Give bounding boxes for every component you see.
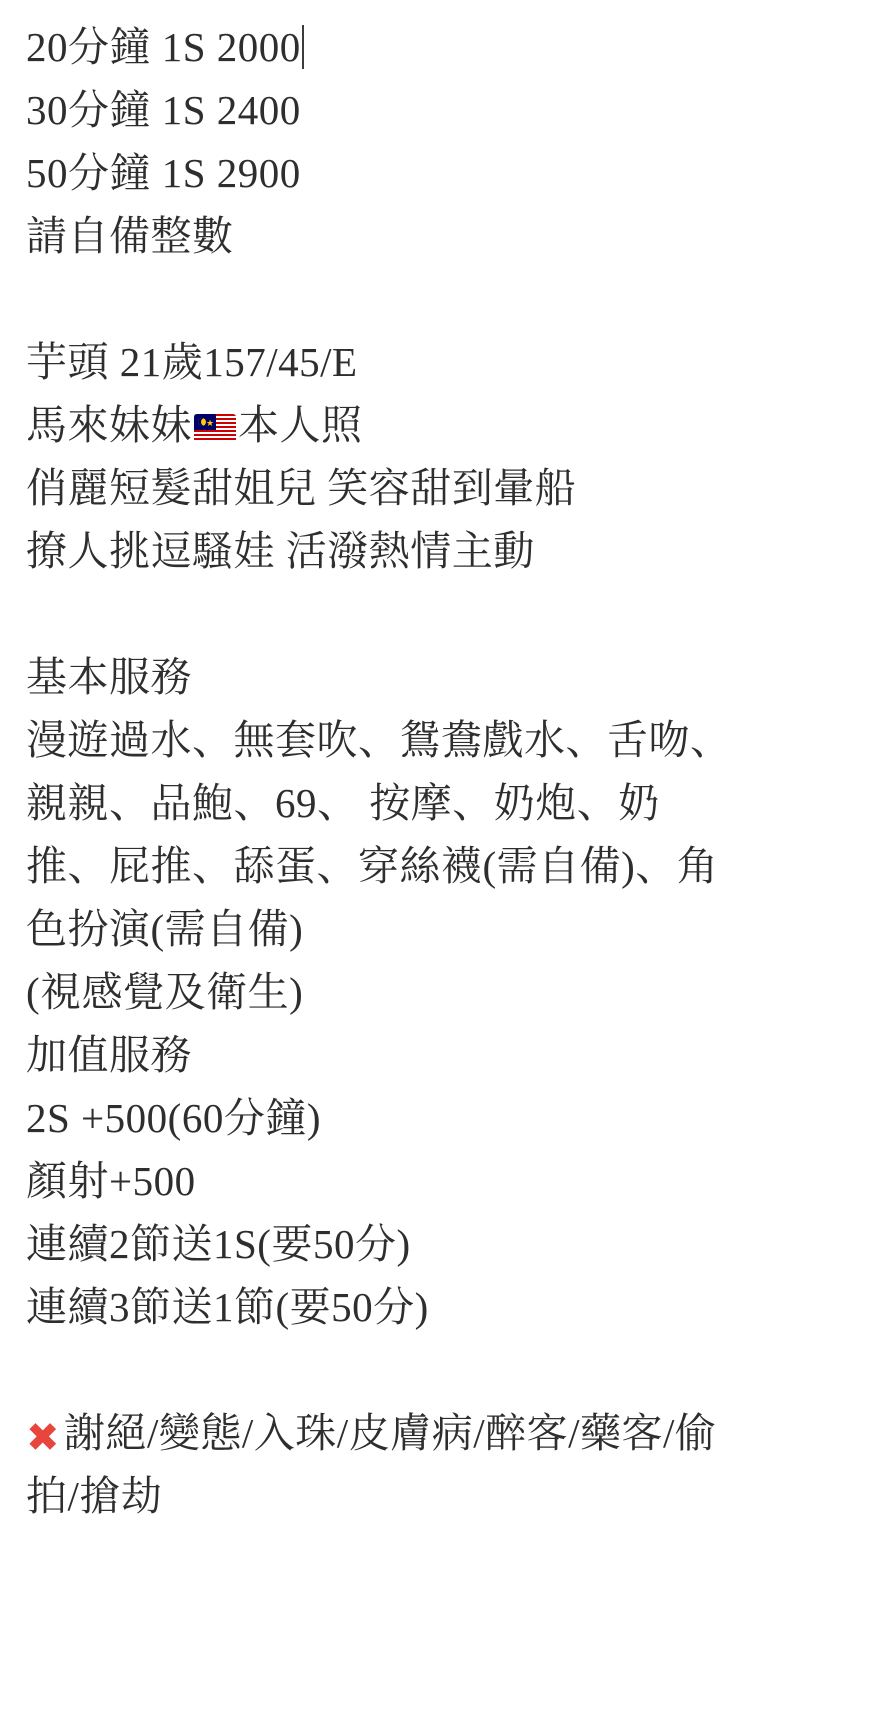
- profile-origin-suffix: 本人照: [238, 402, 363, 448]
- extra-service-line-2: 顏射+500: [26, 1158, 196, 1204]
- extra-service-line-1: 2S +500(60分鐘): [26, 1095, 321, 1141]
- price-line-20min: [26, 16, 854, 79]
- basic-service-note: (視感覺及衛生): [26, 969, 304, 1015]
- spacer-3: [26, 1339, 854, 1402]
- profile-desc-1: 俏麗短髮甜姐兒 笑容甜到暈船: [26, 465, 577, 511]
- basic-service-line-4: 色扮演(需自備): [26, 906, 304, 952]
- restrictions-text-1: 謝絕/變態/入珠/皮膚病/醉客/藥客/偷: [64, 1410, 717, 1456]
- price-line-30min: 30分鐘 1S 2400: [26, 87, 301, 133]
- basic-service-line-1: 漫遊過水、無套吹、鴛鴦戲水、舌吻、: [26, 717, 732, 763]
- restrictions-line-1: [26, 1402, 854, 1465]
- price-note-exact-change: 請自備整數: [26, 213, 234, 259]
- spacer-2: [26, 583, 854, 646]
- basic-service-title: 基本服務: [26, 654, 192, 700]
- basic-service-line-2: 親親、品鮑、69、 按摩、奶炮、奶: [26, 780, 660, 826]
- profile-name-age: 芋頭 21歲157/45/E: [26, 339, 358, 385]
- profile-origin-prefix: 馬來妹妹: [26, 402, 192, 448]
- price-line-20min-text: 20分鐘 1S 2000: [26, 24, 301, 70]
- basic-service-line-3: 推、屁推、舔蛋、穿絲襪(需自備)、角: [26, 843, 719, 889]
- spacer-1: [26, 268, 854, 331]
- extra-service-line-3: 連續2節送1S(要50分): [26, 1221, 411, 1267]
- red-cross-mark-icon: ✖: [26, 1415, 61, 1461]
- profile-origin: [26, 394, 854, 457]
- profile-desc-2: 撩人挑逗騷娃 活潑熱情主動: [26, 528, 535, 574]
- text-caret: [302, 25, 304, 69]
- extra-service-line-4: 連續3節送1節(要50分): [26, 1284, 429, 1330]
- restrictions-line-2: 拍/搶劫: [26, 1473, 163, 1519]
- extra-service-title: 加值服務: [26, 1032, 192, 1078]
- malaysia-flag-icon: ★: [194, 414, 236, 442]
- price-line-50min: 50分鐘 1S 2900: [26, 150, 301, 196]
